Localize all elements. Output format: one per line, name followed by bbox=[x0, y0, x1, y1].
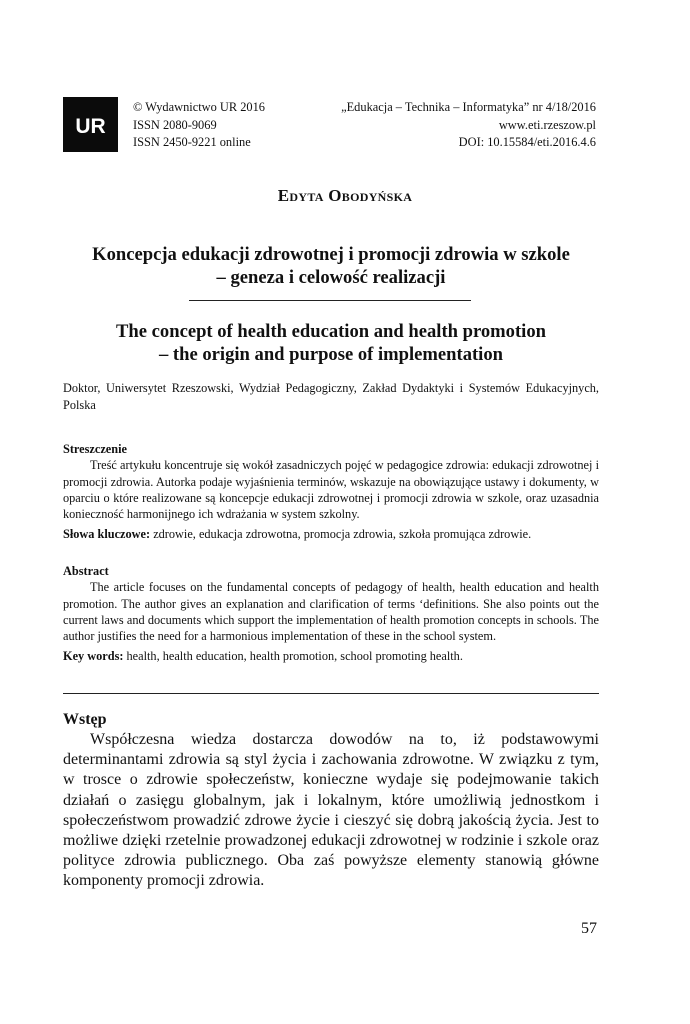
publisher-line: © Wydawnictwo UR 2016 bbox=[133, 100, 265, 114]
title-english bbox=[63, 321, 599, 366]
abstract-section-en bbox=[63, 563, 599, 665]
title-english-line: The concept of health education and health promotion bbox=[116, 321, 546, 342]
publisher-logo bbox=[63, 97, 118, 152]
keywords-text: health, health education, health promotion, school promoting health. bbox=[126, 649, 463, 664]
author-affiliation: Doktor, Uniwersytet Rzeszowski, Wydział Pedagogiczny, Zakład Dydaktyki i Systemów Edukacyjnych, Polska bbox=[63, 381, 599, 412]
journal-name-line: „Edukacja – Technika – Informatyka” nr 4/18/2016 bbox=[341, 100, 596, 114]
keywords-pl bbox=[63, 526, 599, 542]
keywords-label: Key words: bbox=[63, 649, 124, 664]
ur-logo-icon bbox=[63, 97, 118, 152]
introduction-section bbox=[63, 710, 599, 892]
abstract-divider bbox=[63, 693, 599, 694]
summary-heading: Streszczenie bbox=[63, 442, 127, 456]
journal-url[interactable]: www.eti.rzeszow.pl bbox=[498, 117, 596, 132]
title-divider bbox=[189, 300, 471, 301]
keywords-label: Słowa kluczowe: bbox=[63, 527, 151, 542]
abstract-heading: Abstract bbox=[63, 564, 109, 578]
summary-section-pl bbox=[63, 441, 599, 543]
title-polish-line: – geneza i celowość realizacji bbox=[216, 266, 446, 288]
doi-line: DOI: 10.15584/eti.2016.4.6 bbox=[458, 135, 596, 149]
logo-text: UR bbox=[75, 115, 106, 138]
introduction-body: Współczesna wiedza dostarcza dowodów na to, iż podstawowymi determinantami zdrowia są styl życia i zachowania zdrowotne. W związku z tym, w trosce o zdrowie społeczeństw, konieczne wydaje się podejmowanie takich działań o zasięgu globalnym, jak i lokalnym, które umożliwią jednostkom i społeczeństwom prowadzić zdrowe życie i cieszyć się dobrą jakością życia. Jest to możliwe dzięki rzetelnie prowadzonej edukacji zdrowotnej w rodzinie i szkole oraz polityce zdrowia publicznego. Oba zaś powyższe elementy stanowią główne komponenty promocji zdrowia. bbox=[63, 731, 599, 890]
title-polish-line: Koncepcja edukacji zdrowotnej i promocji zdrowia w szkole bbox=[92, 244, 570, 265]
abstract-body: The article focuses on the fundamental concepts of pedagogy of health, health education and health promotion. The author gives an explanation and clarification of terms ‘definitions. She also points out the current laws and documents which support the implementation of health promotion concepts in schools. The author justifies the need for a harmonious implementation of these in the school system. bbox=[63, 580, 599, 644]
publisher-info bbox=[133, 99, 265, 152]
page-number: 57 bbox=[581, 920, 597, 937]
keywords-text: zdrowie, edukacja zdrowotna, promocja zdrowia, szkoła promująca zdrowie. bbox=[153, 527, 532, 542]
issn-line: ISSN 2080-9069 bbox=[133, 117, 217, 132]
keywords-en bbox=[63, 648, 599, 664]
summary-body: Treść artykułu koncentruje się wokół zasadniczych pojęć w pedagogice zdrowia: edukacji zdrowotnej i promocji zdrowia. Autorka podaje wyjaśnienia terminów, wskazuje na obowiązujące ustawy i dokumenty, w oparciu o które realizowane są koncepcje edukacji zdrowotnej i promocji zdrowia w szkole, oraz uzasadnia konieczność harmonijnego ich wdrażania w system szkolny. bbox=[63, 458, 599, 522]
title-english-line: – the origin and purpose of implementation bbox=[158, 343, 503, 365]
author-name: Edyta Obodyńska bbox=[277, 186, 413, 205]
issn-online-line: ISSN 2450-9221 online bbox=[133, 135, 251, 149]
title-polish bbox=[63, 244, 599, 289]
journal-info bbox=[341, 99, 596, 152]
introduction-heading: Wstęp bbox=[63, 711, 107, 728]
